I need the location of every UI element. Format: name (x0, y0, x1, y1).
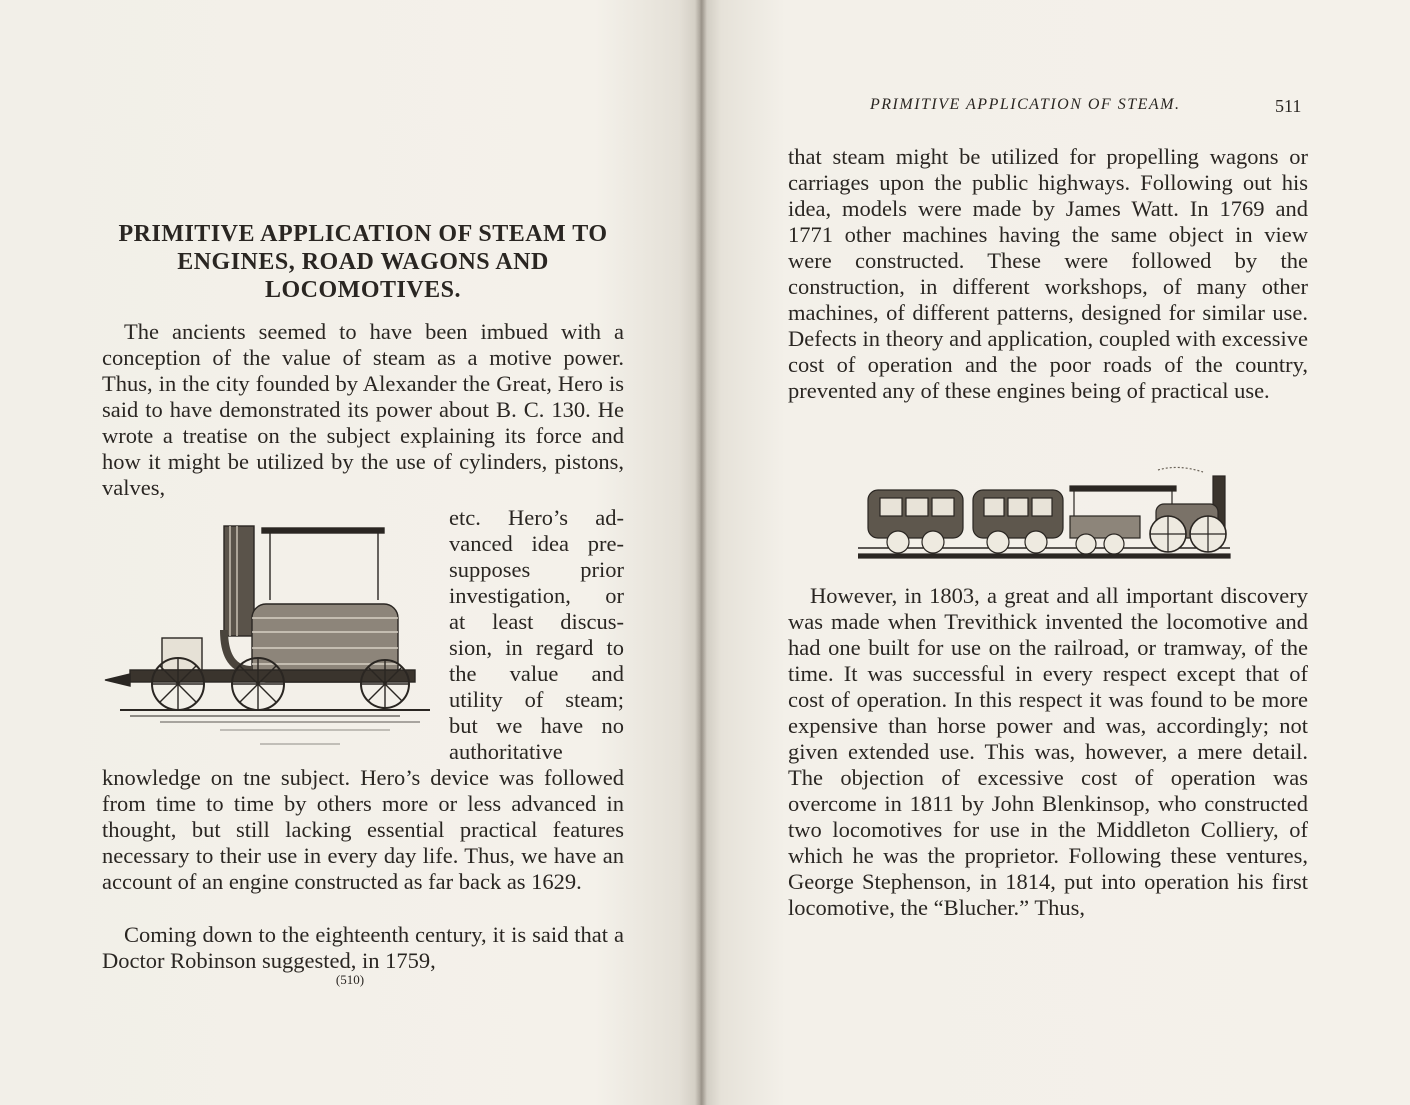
right-paragraph-2: However, in 1803, a great and all important discovery was made when Trevithick invented the locomotive and had one built for use on the railroad, or tramway, of the time. It was successful in every respect except that of cost of operation. In this respect it was found to be more expensive than horse power and was, accordingly; not given extended use. This was, however, a mere detail. The objection of excessive cost of operation was overcome in 1811 by John Blenkinsop, who constructed two locomotives for use in the Middleton Colliery, of which he was the proprietor. Following these ventures, George Stephenson, in 1814, put into operation his first locomotive, the “Blucher.” Thus, (788, 583, 1308, 920)
left-page-number: (510) (335, 972, 365, 987)
left-page (0, 0, 700, 1105)
wrap-line: at least discus- (449, 609, 624, 634)
early-train-illustration (858, 462, 1233, 562)
left-wrap-column (449, 505, 624, 765)
left-paragraph-1-top: The ancients seemed to have been imbued with a conception of the value of steam as a motive power. Thus, in the city founded by Alexander the Great, Hero is said to have demonstrated its power about B. C. 130. He wrote a treatise on the subject explaining its force and how it might be utilized by the use of cylinders, pistons, valves, (102, 319, 624, 500)
wrap-line: utility of steam; (449, 687, 624, 712)
chapter-title: PRIMITIVE APPLICATION OF STEAM TO ENGINES, ROAD WAGONS AND LOCOMOTIVES. (118, 221, 608, 303)
wrap-line: but we have no (449, 713, 624, 738)
wrap-line: the value and (449, 661, 624, 686)
left-paragraph-1-bottom: knowledge on tne subject. Hero’s device was followed from time to time by others more or less advanced in thought, but still lacking essential practical features necessary to their use in every day life. Thus, we have an account of an engine constructed as far back as 1629. (102, 765, 624, 894)
right-page-number: 511 (1275, 96, 1302, 116)
left-paragraph-2: Coming down to the eighteenth century, it is said that a Doctor Robinson suggested, in 1759, (102, 922, 624, 973)
book-gutter (695, 0, 707, 1105)
wrap-line: vanced idea pre- (449, 531, 624, 556)
wrap-line: sion, in regard to (449, 635, 624, 660)
early-locomotive-illustration (100, 520, 440, 752)
wrap-line: etc. Hero’s ad- (449, 505, 624, 530)
running-head: PRIMITIVE APPLICATION OF STEAM. (870, 96, 1181, 113)
wrap-line: supposes prior (449, 557, 624, 582)
right-paragraph-1: that steam might be utilized for propelling wagons or carriages upon the public highways. Following out his idea, models were made by James Watt. In 1769 and 1771 other machines having the same object in view were constructed. These were followed by the construction, in different workshops, of many other machines, of different patterns, designed for similar use. Defects in theory and application, coupled with excessive cost of operation and the poor roads of the country, prevented any of these engines being of practical use. (788, 144, 1308, 403)
wrap-line: authoritative (449, 739, 563, 764)
wrap-line: investigation, or (449, 583, 624, 608)
